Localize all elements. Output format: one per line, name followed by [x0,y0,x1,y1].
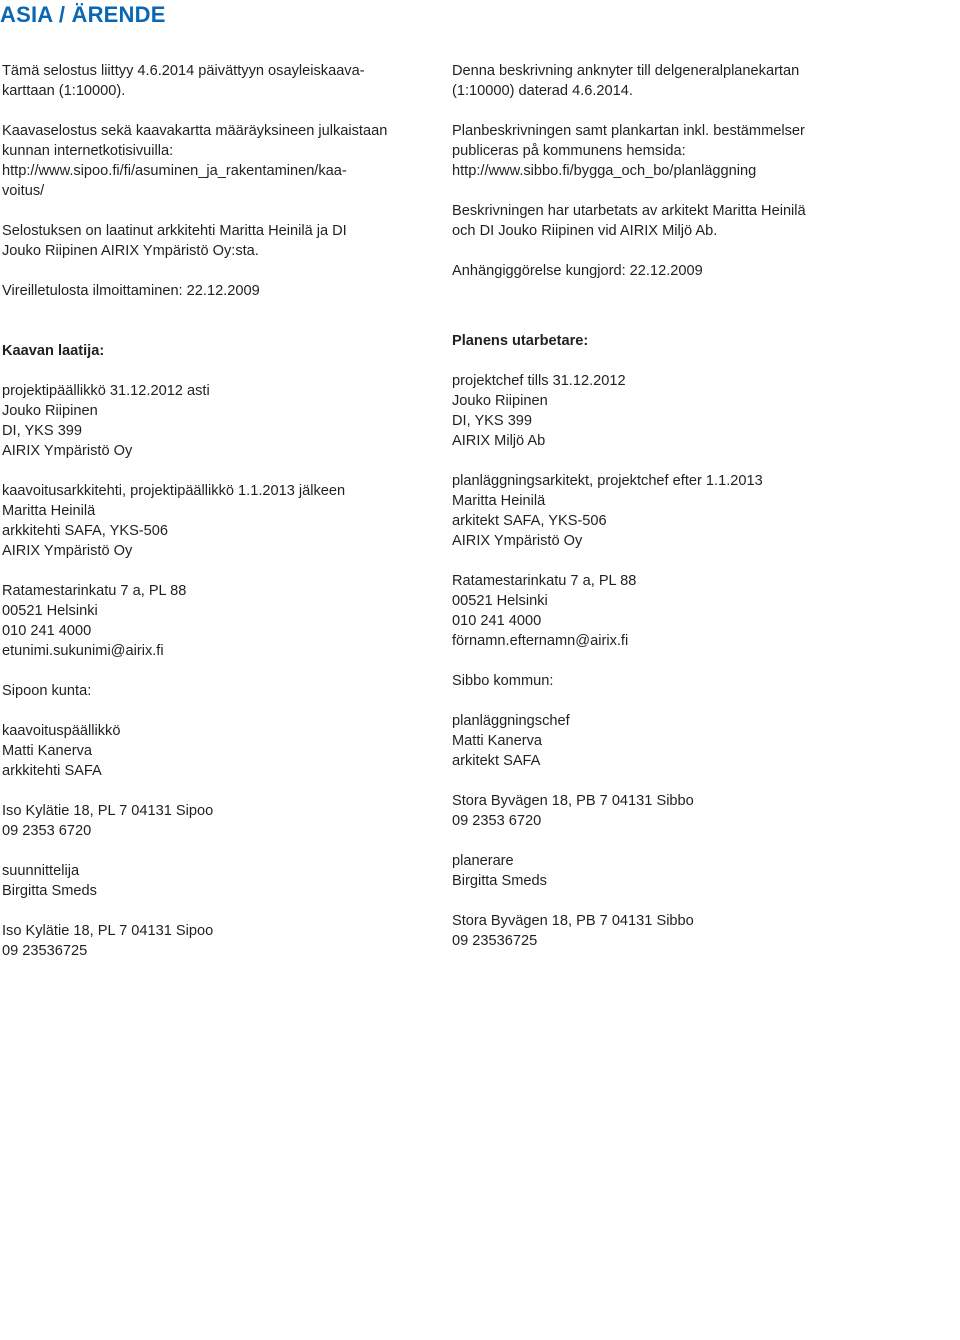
intro-fi-map-reference: Tämä selostus liittyy 4.6.2014 päivättyyn osayleiskaava- karttaan (1:10000). [2,63,365,99]
contact-sv-planning-chief: planläggningschef Matti Kanerva arkitekt SAFA [452,713,570,769]
contact-sv-office-address: Ratamestarinkatu 7 a, PL 88 00521 Helsinki 010 241 4000 förnamn.efternamn@airix.fi [452,573,637,649]
contacts-finnish [2,341,432,981]
contact-sv-municipality-address-2: Stora Byvägen 18, PB 7 04131 Sibbo 09 23536725 [452,913,694,949]
contact-sv-municipality-address-1: Stora Byvägen 18, PB 7 04131 Sibbo 09 2353 6720 [452,793,694,829]
intro-sv-announcement: Anhängiggörelse kungjord: 22.12.2009 [452,263,703,279]
contact-fi-municipality-heading: Sipoon kunta: [2,683,92,699]
contact-fi-planner: suunnittelija Birgitta Smeds [2,863,97,899]
contact-fi-municipality-address-2: Iso Kylätie 18, PL 7 04131 Sipoo 09 23536725 [2,923,214,959]
contacts-fi-heading: Kaavan laatija: [2,343,105,359]
contact-fi-planning-chief: kaavoituspäällikkö Matti Kanerva arkkitehti SAFA [2,723,121,779]
intro-sv-map-reference: Denna beskrivning anknyter till delgeneralplanekartan (1:10000) daterad 4.6.2014. [452,63,800,99]
contact-fi-architect: kaavoitusarkkitehti, projektipäällikkö 1.1.2013 jälkeen Maritta Heinilä arkkitehti SAFA, YKS-506 AIRIX Ympäristö Oy [2,483,346,559]
contacts-sv-heading: Planens utarbetare: [452,333,589,349]
intro-sv-authors: Beskrivningen har utarbetats av arkitekt Maritta Heinilä och DI Jouko Riipinen vid AIRIX Miljö Ab. [452,203,806,239]
intro-finnish [2,61,432,321]
contacts-swedish [452,331,882,971]
contact-fi-office-address: Ratamestarinkatu 7 a, PL 88 00521 Helsinki 010 241 4000 etunimi.sukunimi@airix.fi [2,583,187,659]
intro-fi-publication: Kaavaselostus sekä kaavakartta määräyksineen julkaistaan kunnan internetkotisivuilla: http://www.sipoo.fi/fi/asuminen_ja_rakentaminen/kaa- voitus/ [2,123,388,199]
intro-fi-authors: Selostuksen on laatinut arkkitehti Maritta Heinilä ja DI Jouko Riipinen AIRIX Ympäristö Oy:sta. [2,223,347,259]
contact-fi-municipality-address-1: Iso Kylätie 18, PL 7 04131 Sipoo 09 2353 6720 [2,803,214,839]
contact-sv-project-manager: projektchef tills 31.12.2012 Jouko Riipinen DI, YKS 399 AIRIX Miljö Ab [452,373,626,449]
intro-fi-announcement: Vireilletulosta ilmoittaminen: 22.12.2009 [2,283,260,299]
contact-sv-municipality-heading: Sibbo kommun: [452,673,554,689]
intro-swedish [452,61,882,301]
page-title: ASIA / ÄRENDE [0,2,166,27]
contact-fi-project-manager: projektipäällikkö 31.12.2012 asti Jouko Riipinen DI, YKS 399 AIRIX Ympäristö Oy [2,383,210,459]
contact-sv-architect: planläggningsarkitekt, projektchef efter 1.1.2013 Maritta Heinilä arkitekt SAFA, YKS-506 AIRIX Ympäristö Oy [452,473,763,549]
intro-sv-publication: Planbeskrivningen samt plankartan inkl. bestämmelser publiceras på kommunens hemsida: http://www.sibbo.fi/bygga_och_bo/planläggning [452,123,805,179]
contact-sv-planner: planerare Birgitta Smeds [452,853,547,889]
